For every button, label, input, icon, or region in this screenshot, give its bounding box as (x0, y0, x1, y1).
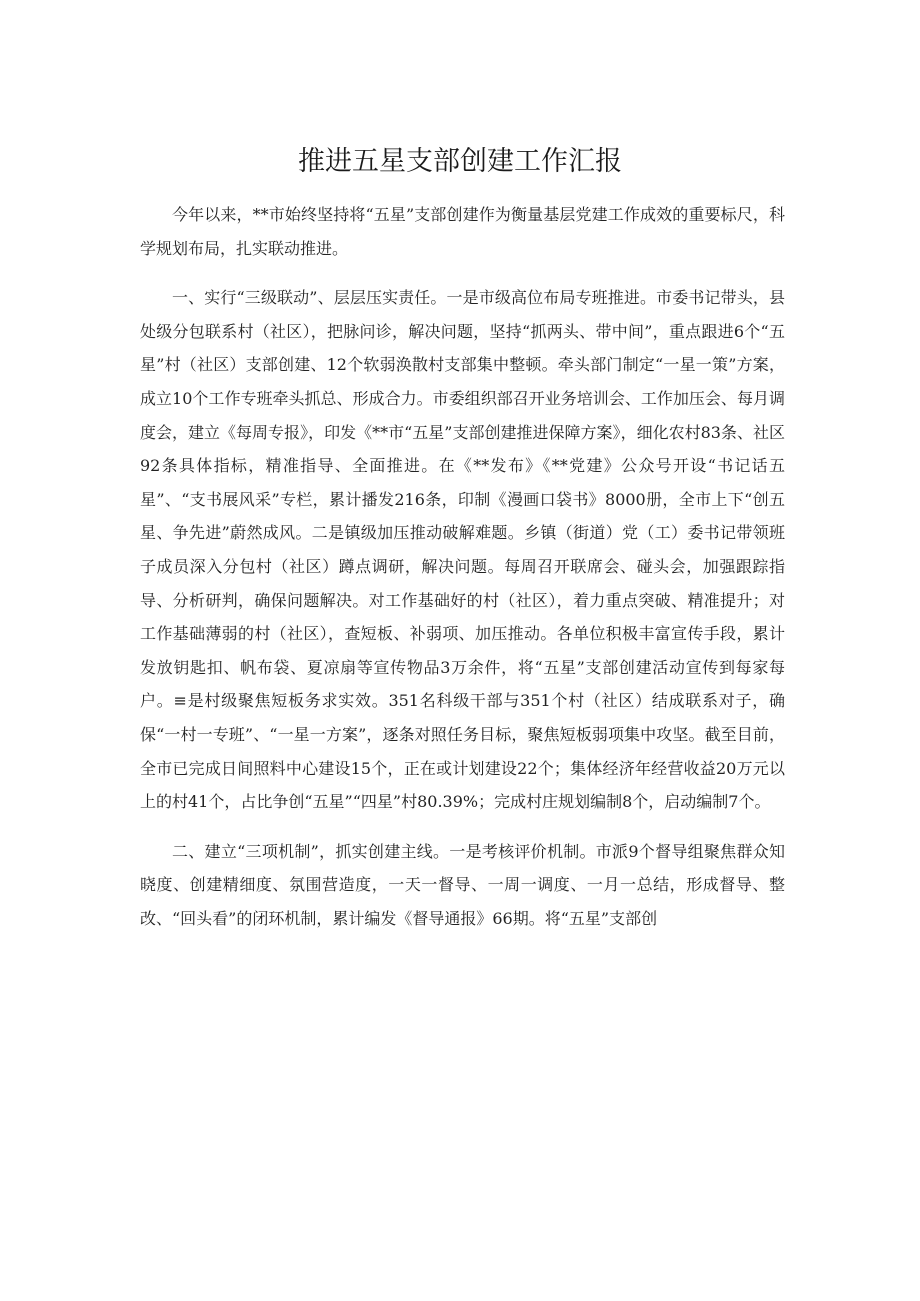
document-body (140, 198, 785, 935)
paragraph-section-one: 一、实行“三级联动”、层层压实责任。一是市级高位布局专班推进。市委书记带头，县处级分包联系村（社区），把脉问诊，解决问题，坚持“抓两头、带中间”，重点跟进6个“五星”村（社区）支部创建、12个软弱涣散村支部集中整顿。牵头部门制定“一星一策”方案，成立10个工作专班牵头抓总、形成合力。市委组织部召开业务培训会、工作加压会、每月调度会，建立《每周专报》，印发《**市“五星”支部创建推进保障方案》，细化农村83条、社区92条具体指标，精准指导、全面推进。在《**发布》《**党建》公众号开设“书记话五星”、“支书展风采”专栏，累计播发216条，印制《漫画口袋书》8000册，全市上下“创五星、争先进”蔚然成风。二是镇级加压推动破解难题。乡镇（街道）党（工）委书记带领班子成员深入分包村（社区）蹲点调研，解决问题。每周召开联席会、碰头会，加强跟踪指导、分析研判，确保问题解决。对工作基础好的村（社区），着力重点突破、精准提升；对工作基础薄弱的村（社区），查短板、补弱项、加压推动。各单位积极丰富宣传手段，累计发放钥匙扣、帆布袋、夏凉扇等宣传物品3万余件，将“五星”支部创建活动宣传到每家每户。≡是村级聚焦短板务求实效。351名科级干部与351个村（社区）结成联系对子，确保“一村一专班”、“一星一方案”，逐条对照任务目标，聚焦短板弱项集中攻坚。截至目前，全市已完成日间照料中心建设15个，正在或计划建设22个；集体经济年经营收益20万元以上的村41个，占比争创“五星”“四星”村80.39%；完成村庄规划编制8个，启动编制7个。 (140, 288, 785, 812)
document-title: 推进五星支部创建工作汇报 (298, 146, 622, 177)
paragraph-intro: 今年以来，**市始终坚持将“五星”支部创建作为衡量基层党建工作成效的重要标尺，科学规划布局，扎实联动推进。 (140, 205, 785, 258)
paragraph-section-two: 二、建立“三项机制”，抓实创建主线。一是考核评价机制。市派9个督导组聚焦群众知晓度、创建精细度、氛围营造度，一天一督导、一周一调度、一月一总结，形成督导、整改、“回头看”的闭环机制，累计编发《督导通报》66期。将“五星”支部创 (140, 841, 785, 928)
